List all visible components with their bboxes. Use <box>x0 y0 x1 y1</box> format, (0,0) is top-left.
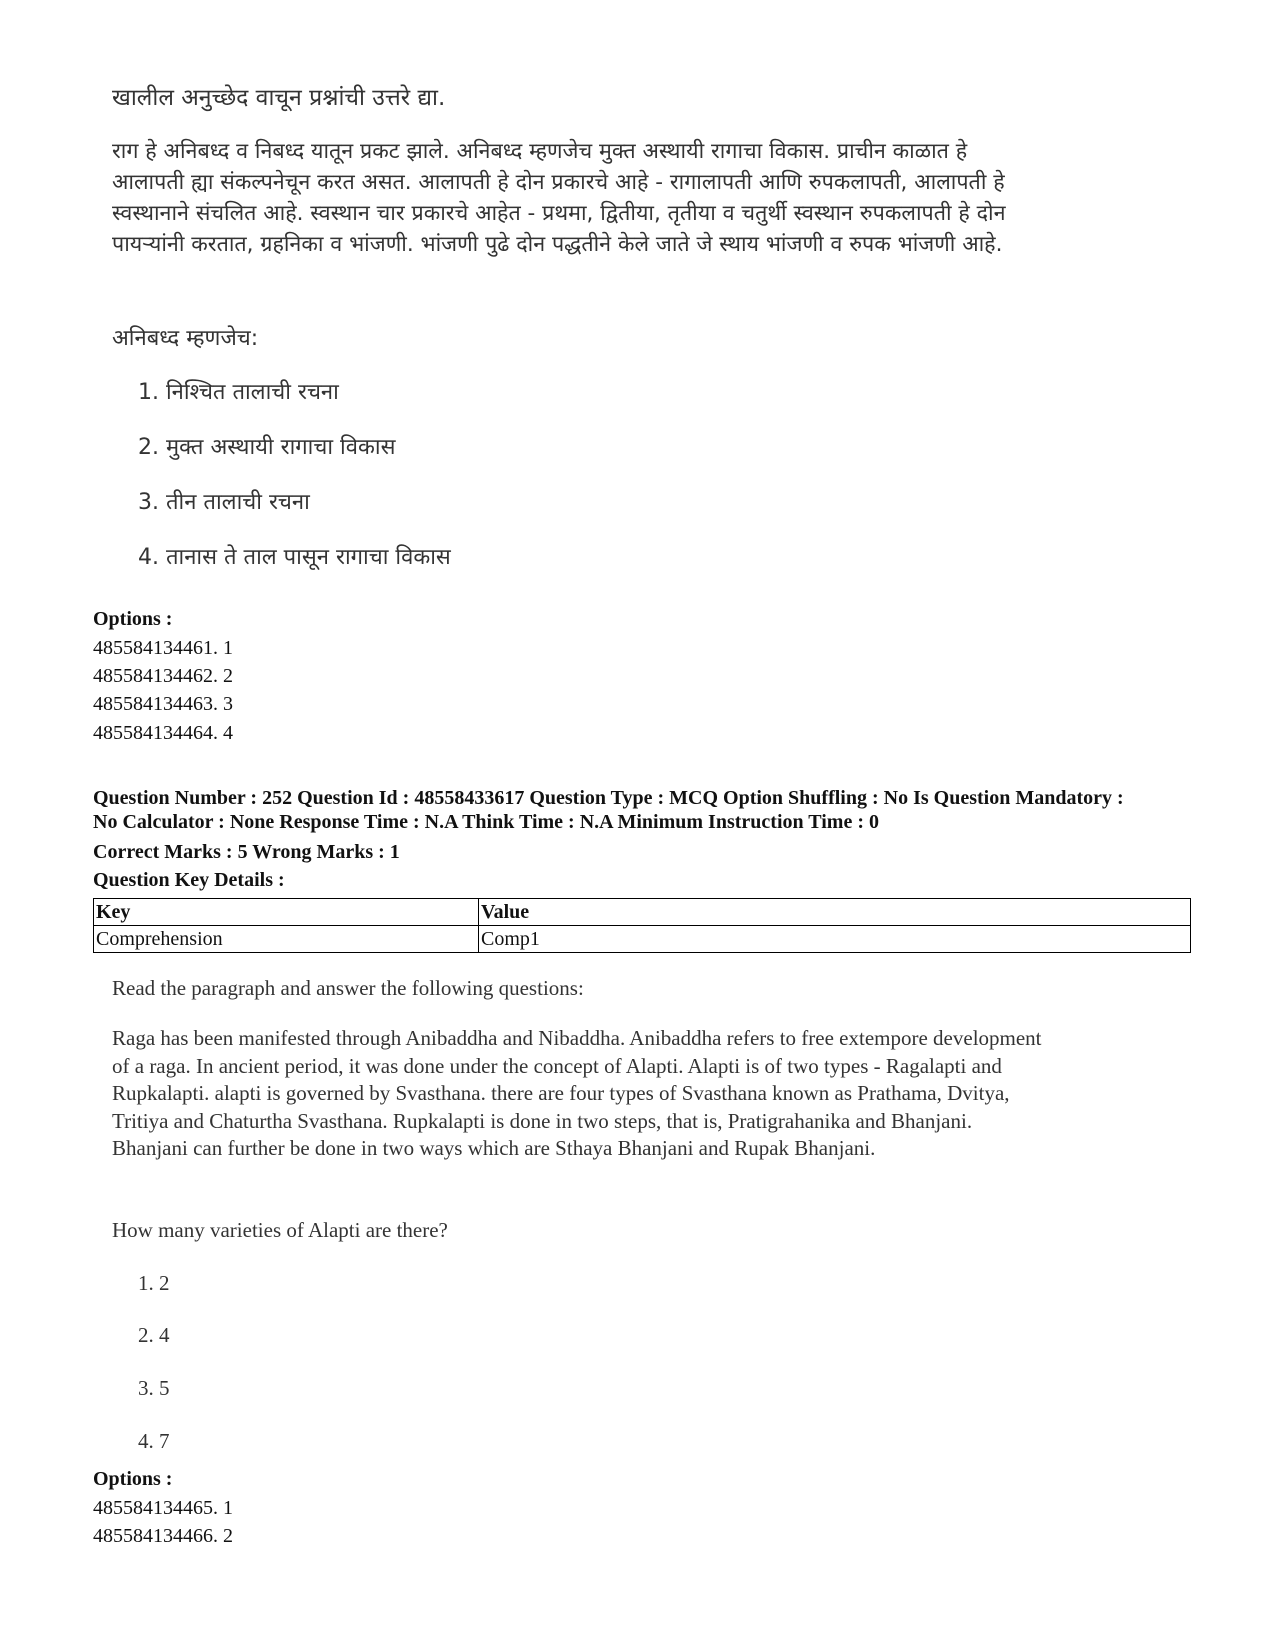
table-cell-value: Comp1 <box>479 926 1191 953</box>
paragraph-line: राग हे अनिबध्द व निबध्द यातून प्रकट झाले. अनिबध्द म्हणजेच मुक्त अस्थायी रागाचा विकास. प्राचीन काळात हे <box>112 139 968 164</box>
paragraph-line: Rupkalapti. alapti is governed by Svasthana. there are four types of Svasthana known as Prathama, Dvitya, <box>112 1081 1010 1105</box>
paragraph-line: Tritiya and Chaturtha Svasthana. Rupkalapti is done in two steps, that is, Pratigrahanika and Bhanjani. <box>112 1108 973 1133</box>
option-item: 485584134464. 4 <box>93 722 233 744</box>
option-item: 485584134463. 3 <box>93 693 233 715</box>
option-item: 485584134466. 2 <box>93 1525 233 1547</box>
option-item: 485584134462. 2 <box>93 665 233 687</box>
paragraph-line: Raga has been manifested through Anibaddha and Nibaddha. Anibaddha refers to free extempore development <box>112 1026 1042 1050</box>
marathi-question: अनिबध्द म्हणजेच: <box>112 326 259 351</box>
english-choice-3: 3. 5 <box>138 1376 170 1400</box>
question-meta-line-1: Question Number : 252 Question Id : 48558433617 Question Type : MCQ Option Shuffling : No Is Question Mandatory : <box>93 787 1124 809</box>
option-item: 485584134461. 1 <box>93 637 233 659</box>
english-choice-2: 2. 4 <box>138 1323 170 1347</box>
english-choice-4: 4. 7 <box>138 1429 170 1453</box>
marks-line: Correct Marks : 5 Wrong Marks : 1 <box>93 841 400 863</box>
option-item: 485584134465. 1 <box>93 1497 233 1519</box>
paragraph-line: of a raga. In ancient period, it was done under the concept of Alapti. Alapti is of two types - Ragalapti and <box>112 1053 1002 1078</box>
english-paragraph <box>112 1025 1172 1163</box>
marathi-paragraph <box>112 136 1132 260</box>
table-cell-key: Comprehension <box>94 926 479 953</box>
paragraph-line: पायऱ्यांनी करतात, ग्रहनिका व भांजणी. भांजणी पुढे दोन पद्धतीने केले जाते जे स्थाय भांजणी व रुपक भांजणी आहे. <box>112 232 1003 257</box>
marathi-choice-2: 2. मुक्त अस्थायी रागाचा विकास <box>138 435 396 460</box>
table-header-value: Value <box>479 899 1191 926</box>
marathi-choice-3: 3. तीन तालाची रचना <box>138 490 310 515</box>
marathi-choice-1: 1. निश्चित तालाची रचना <box>138 380 339 405</box>
english-question: How many varieties of Alapti are there? <box>112 1218 448 1242</box>
marathi-choice-4: 4. तानास ते ताल पासून रागाचा विकास <box>138 545 451 570</box>
paragraph-line: आलापती ह्या संकल्पनेचून करत असत. आलापती हे दोन प्रकारचे आहे - रागालापती आणि रुपकलापती, आलापती हे <box>112 170 1005 195</box>
options-label: Options : <box>93 1468 173 1490</box>
key-details-label: Question Key Details : <box>93 869 285 891</box>
table-header-row <box>94 899 1191 926</box>
paragraph-line: Bhanjani can further be done in two ways which are Sthaya Bhanjani and Rupak Bhanjani. <box>112 1136 876 1160</box>
english-choice-1: 1. 2 <box>138 1271 170 1295</box>
key-details-table <box>93 898 1191 953</box>
table-row <box>94 926 1191 953</box>
marathi-instruction: खालील अनुच्छेद वाचून प्रश्नांची उत्तरे द्या. <box>112 85 446 111</box>
table-header-key: Key <box>94 899 479 926</box>
question-meta-line-2: No Calculator : None Response Time : N.A Think Time : N.A Minimum Instruction Time : 0 <box>93 811 879 833</box>
paragraph-line: स्वस्थानाने संचलित आहे. स्वस्थान चार प्रकारचे आहेत - प्रथमा, द्वितीया, तृतीया व चतुर्थी स्वस्थान रुपकलापती हे दोन <box>112 201 1006 226</box>
options-label: Options : <box>93 608 173 630</box>
english-instruction: Read the paragraph and answer the following questions: <box>112 976 584 1000</box>
question-meta <box>93 786 1193 834</box>
